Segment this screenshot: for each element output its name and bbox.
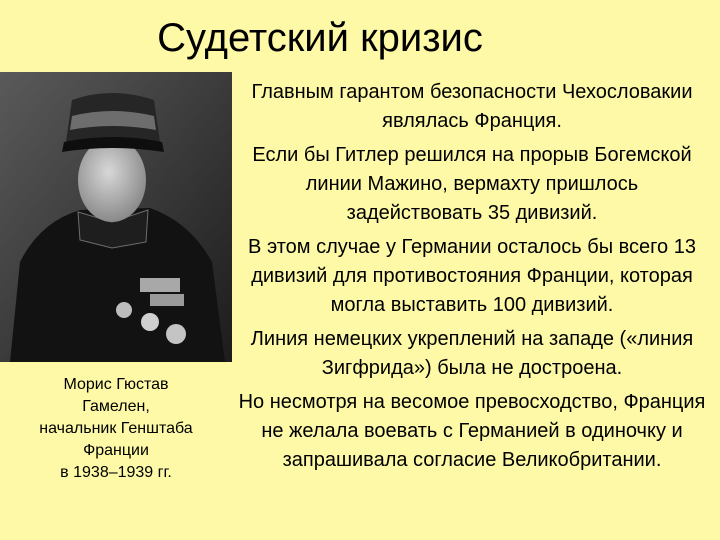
caption-line: Франции [83,442,149,459]
slide-body [236,78,708,480]
caption-line: Морис Гюстав [63,376,169,393]
caption-line: Гамелен, [82,398,150,415]
portrait-illustration [0,72,232,362]
portrait-caption [0,374,232,484]
slide-title-text: Судетский кризис [157,16,483,60]
slide-title [0,14,720,62]
body-paragraph: В этом случае у Германии осталось бы всего 13 дивизий для противостояния Франции, которая могла выставить 100 дивизий. [248,236,696,316]
body-paragraph: Если бы Гитлер решился на прорыв Богемской линии Мажино, вермахту пришлось задействовать 35 дивизий. [252,144,692,224]
caption-line: в 1938–1939 гг. [60,464,172,481]
body-paragraph: Но несмотря на весомое превосходство, Франция не желала воевать с Германией в одиночку и запрашивала согласие Великобритании. [238,391,706,471]
portrait-photo [0,72,232,362]
body-paragraph: Линия немецких укреплений на западе («линия Зигфрида») была не достроена. [250,328,694,379]
caption-line: начальник Генштаба [39,420,193,437]
body-paragraph: Главным гарантом безопасности Чехословакии являлась Франция. [251,81,693,132]
